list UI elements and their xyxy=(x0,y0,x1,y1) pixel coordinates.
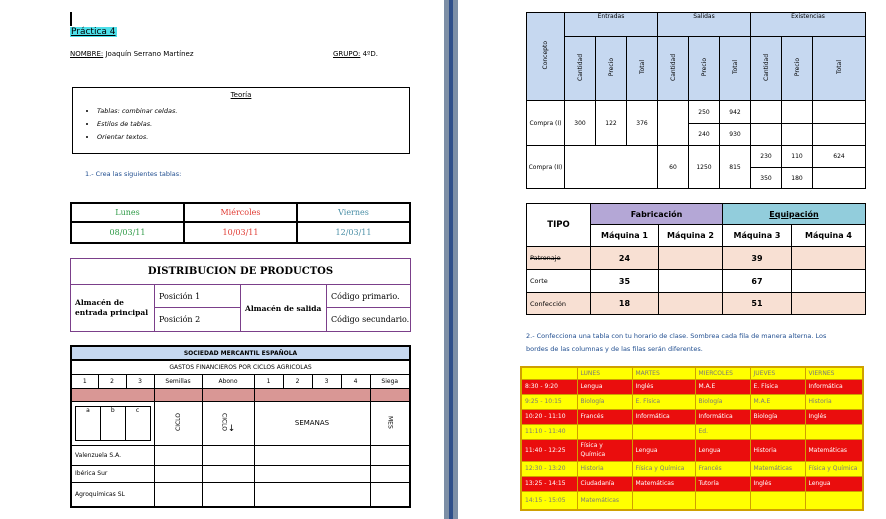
empty-cell xyxy=(154,445,202,465)
maquina-value: 67 xyxy=(723,270,792,293)
ciclo-cell xyxy=(154,401,202,445)
subject-cell: M.A.E xyxy=(695,379,750,394)
day-header: LUNES xyxy=(577,367,632,379)
empty-cell xyxy=(751,101,782,124)
col-header xyxy=(782,37,813,101)
subject-cell: Informática xyxy=(695,409,750,424)
day-header: Viernes xyxy=(297,203,410,222)
subject-cell: Inglés xyxy=(750,476,805,491)
maquina-header: Máquina 2 xyxy=(659,225,723,247)
company-name: Valenzuela S.A. xyxy=(71,445,154,465)
col-label: Total xyxy=(638,60,646,75)
grupo-label: GRUPO: xyxy=(333,50,361,58)
day-date: 10/03/11 xyxy=(184,222,297,243)
maquina-value: 35 xyxy=(591,270,659,293)
subject-cell: Matemáticas xyxy=(632,476,695,491)
subject-cell: Historia xyxy=(750,439,805,461)
empty-cell xyxy=(370,445,410,465)
day-date: 12/03/11 xyxy=(297,222,410,243)
codigo-primario: Código primario. xyxy=(327,285,411,308)
num-cell: 1 xyxy=(254,374,283,388)
horario-table xyxy=(520,366,864,511)
distribucion-title: DISTRIBUCION DE PRODUCTOS xyxy=(71,259,411,285)
subject-cell: Matemáticas xyxy=(805,439,863,461)
empty-cell xyxy=(782,124,813,146)
empty-cell xyxy=(782,101,813,124)
day-header: JUEVES xyxy=(750,367,805,379)
grupo-line xyxy=(333,50,378,58)
col-header xyxy=(720,37,751,101)
subject-cell: Biología xyxy=(750,409,805,424)
col-header xyxy=(627,37,658,101)
days-table xyxy=(70,202,411,244)
abc-letter: a xyxy=(76,406,101,440)
entradas-header: Entradas xyxy=(565,13,658,37)
semanas-cell: SEMANAS xyxy=(254,401,370,445)
abono-header: Abono xyxy=(202,374,254,388)
cell: 815 xyxy=(720,146,751,189)
cell: 180 xyxy=(782,168,813,189)
mes-cell xyxy=(370,401,410,445)
subject-cell: Física y Química xyxy=(805,461,863,476)
subject-cell: Lengua xyxy=(632,439,695,461)
cell: 930 xyxy=(720,124,751,146)
empty-cell xyxy=(813,124,866,146)
text-cursor xyxy=(70,12,72,26)
empty-cell xyxy=(370,465,410,482)
time-cell: 10:20 - 11:10 xyxy=(521,409,577,424)
cell: 122 xyxy=(596,101,627,146)
ejercicio-2: 2.- Confecciona una tabla con tu horario de clase. Sombrea cada fila de manera alterna. Los bordes de las columnas y de las filas serán diferentes. xyxy=(526,332,827,353)
col-label: Precio xyxy=(607,58,615,77)
empty-cell xyxy=(659,247,723,270)
subject-cell xyxy=(632,491,695,510)
nombre-label: NOMBRE: xyxy=(70,50,104,58)
empty-cell xyxy=(202,482,254,507)
subject-cell: Física y Química xyxy=(577,439,632,461)
subject-cell: Ed. xyxy=(695,424,750,439)
abc-letter: c xyxy=(125,406,150,440)
maquina-value: 18 xyxy=(591,293,659,315)
empty-corner xyxy=(521,367,577,379)
codigo-secundario: Código secundario. xyxy=(327,308,411,332)
empty-cell xyxy=(792,270,866,293)
day-date: 08/03/11 xyxy=(71,222,184,243)
fabricacion-header: Fabricación xyxy=(591,204,723,225)
compra-1: Compra (I) xyxy=(527,101,565,146)
sociedad-title: SOCIEDAD MERCANTIL ESPAÑOLA xyxy=(71,346,410,360)
col-header xyxy=(813,37,866,101)
col-label: Total xyxy=(835,60,843,75)
sociedad-table xyxy=(70,345,411,508)
teoria-box xyxy=(72,87,410,154)
maquina-header: Máquina 4 xyxy=(792,225,866,247)
grupo-value: 4ºD. xyxy=(362,50,378,58)
cell: 942 xyxy=(720,101,751,124)
gastos-subtitle: GASTOS FINANCIEROS POR CICLOS AGRICOLAS xyxy=(71,360,410,374)
col-label: Total xyxy=(731,60,739,75)
posicion-1: Posición 1 xyxy=(155,285,241,308)
col-header xyxy=(658,37,689,101)
subject-cell: Lengua xyxy=(577,379,632,394)
col-label: Cantidad xyxy=(576,54,584,81)
teoria-item: • Tablas: combinar celdas. xyxy=(97,105,409,118)
abc-cell xyxy=(71,401,154,445)
compras-table xyxy=(526,12,866,189)
num-cell: 4 xyxy=(341,374,370,388)
almacen-salida: Almacén de salida xyxy=(241,285,327,332)
subject-cell: E. Física xyxy=(750,379,805,394)
salmon-cell xyxy=(370,388,410,401)
subject-cell xyxy=(632,424,695,439)
col-label: Precio xyxy=(793,58,801,77)
cell: 60 xyxy=(658,146,689,189)
time-cell: 13:25 - 14:15 xyxy=(521,476,577,491)
cell: 1250 xyxy=(689,146,720,189)
salidas-header: Salidas xyxy=(658,13,751,37)
day-header: Miércoles xyxy=(184,203,297,222)
empty-cell xyxy=(565,146,658,189)
cell: 110 xyxy=(782,146,813,168)
existencias-header: Existencias xyxy=(751,13,866,37)
abc-letter: b xyxy=(100,406,125,440)
cell: 230 xyxy=(751,146,782,168)
tipo-row-label: Confección xyxy=(527,293,591,315)
col-label: Cantidad xyxy=(669,54,677,81)
cell: 350 xyxy=(751,168,782,189)
empty-cell xyxy=(254,482,370,507)
subject-cell xyxy=(577,424,632,439)
subject-cell: Francés xyxy=(577,409,632,424)
right-page xyxy=(458,0,886,519)
col-header xyxy=(751,37,782,101)
subject-cell: Tutoría xyxy=(695,476,750,491)
time-cell: 9:25 - 10:15 xyxy=(521,394,577,409)
num-cell: 2 xyxy=(98,374,126,388)
empty-cell xyxy=(813,101,866,124)
empty-cell xyxy=(154,465,202,482)
subject-cell: Biología xyxy=(577,394,632,409)
empty-cell xyxy=(202,445,254,465)
subject-cell: Lengua xyxy=(695,439,750,461)
maquina-header: Máquina 3 xyxy=(723,225,792,247)
num-cell: 2 xyxy=(283,374,312,388)
empty-cell xyxy=(254,445,370,465)
nombre-value: Joaquín Serrano Martínez xyxy=(105,50,194,58)
ciclo-arrow-cell xyxy=(202,401,254,445)
cell: 376 xyxy=(627,101,658,146)
siega-header: Siega xyxy=(370,374,410,388)
subject-cell: Matemáticas xyxy=(577,491,632,510)
subject-cell xyxy=(805,424,863,439)
cell: 300 xyxy=(565,101,596,146)
day-header: VIERNES xyxy=(805,367,863,379)
col-header xyxy=(596,37,627,101)
salmon-cell xyxy=(71,388,154,401)
subject-cell: Matemáticas xyxy=(750,461,805,476)
semillas-header: Semillas xyxy=(154,374,202,388)
subject-cell xyxy=(695,491,750,510)
company-name: Ibérica Sur xyxy=(71,465,154,482)
day-header: MIERCOLES xyxy=(695,367,750,379)
distribucion-table xyxy=(70,258,411,332)
mes-label: MES xyxy=(386,415,394,429)
subject-cell xyxy=(750,424,805,439)
maquina-value: 24 xyxy=(591,247,659,270)
ejercicio-1: 1.- Crea las siguientes tablas: xyxy=(85,170,182,178)
empty-cell xyxy=(659,270,723,293)
empty-cell xyxy=(370,482,410,507)
day-header: Lunes xyxy=(71,203,184,222)
col-header xyxy=(565,37,596,101)
subject-cell: Informática xyxy=(632,409,695,424)
subject-cell: Francés xyxy=(695,461,750,476)
subject-cell: E. Física xyxy=(632,394,695,409)
practica-title: Práctica 4 xyxy=(71,27,116,37)
empty-cell xyxy=(813,168,866,189)
day-header: MARTES xyxy=(632,367,695,379)
almacen-entrada: Almacén de entrada principal xyxy=(71,285,155,332)
ciclo-label-2: CICLO xyxy=(220,412,228,431)
empty-cell xyxy=(751,124,782,146)
empty-cell xyxy=(792,293,866,315)
num-cell: 3 xyxy=(126,374,154,388)
subject-cell: Historia xyxy=(805,394,863,409)
time-cell: 8:30 - 9:20 xyxy=(521,379,577,394)
num-cell: 3 xyxy=(312,374,341,388)
empty-cell xyxy=(202,465,254,482)
subject-cell: Ciudadanía xyxy=(577,476,632,491)
equipacion-header: Equipación xyxy=(723,204,866,225)
subject-cell: Lengua xyxy=(805,476,863,491)
empty-cell xyxy=(154,482,202,507)
empty-cell xyxy=(659,293,723,315)
cell: 240 xyxy=(689,124,720,146)
empty-cell xyxy=(792,247,866,270)
cell: 250 xyxy=(689,101,720,124)
col-header xyxy=(689,37,720,101)
col-label: Cantidad xyxy=(762,54,770,81)
col-label: Precio xyxy=(700,58,708,77)
time-cell: 14:15 - 15:05 xyxy=(521,491,577,510)
empty-cell xyxy=(254,465,370,482)
arrow-down-icon: ↓ xyxy=(227,423,236,434)
teoria-item: • Estilos de tablas. xyxy=(97,118,409,131)
concepto-header xyxy=(527,13,565,101)
num-cell: 1 xyxy=(71,374,98,388)
compra-2: Compra (II) xyxy=(527,146,565,189)
subject-cell: Informática xyxy=(805,379,863,394)
maquinas-table xyxy=(526,203,866,315)
page-divider xyxy=(449,0,453,519)
teoria-list xyxy=(97,105,409,144)
concepto-label: Concepto xyxy=(542,41,549,70)
page-gap xyxy=(444,0,458,519)
teoria-item: • Orientar textos. xyxy=(97,131,409,144)
company-name: Agroquímicas SL xyxy=(71,482,154,507)
nombre-line xyxy=(70,50,194,58)
cell: 624 xyxy=(813,146,866,168)
tipo-header: TIPO xyxy=(527,204,591,247)
subject-cell: Inglés xyxy=(805,409,863,424)
subject-cell xyxy=(805,491,863,510)
maquina-value: 39 xyxy=(723,247,792,270)
salmon-cell xyxy=(154,388,202,401)
time-cell: 11:40 - 12:25 xyxy=(521,439,577,461)
subject-cell: Biología xyxy=(695,394,750,409)
subject-cell: Física y Química xyxy=(632,461,695,476)
subject-cell xyxy=(750,491,805,510)
subject-cell: Inglés xyxy=(632,379,695,394)
tipo-row-label: Patronaje xyxy=(527,247,591,270)
subject-cell: M.A.E xyxy=(750,394,805,409)
subject-cell: Historia xyxy=(577,461,632,476)
salmon-cell xyxy=(254,388,370,401)
time-cell: 11:10 - 11:40 xyxy=(521,424,577,439)
maquina-header: Máquina 1 xyxy=(591,225,659,247)
teoria-title: Teoría xyxy=(230,91,252,99)
salmon-cell xyxy=(202,388,254,401)
ciclo-label: CICLO xyxy=(174,413,182,431)
tipo-row-label: Corte xyxy=(527,270,591,293)
abc-inner-table xyxy=(75,406,151,441)
maquina-value: 51 xyxy=(723,293,792,315)
time-cell: 12:30 - 13:20 xyxy=(521,461,577,476)
empty-cell xyxy=(658,101,689,146)
posicion-2: Posición 2 xyxy=(155,308,241,332)
